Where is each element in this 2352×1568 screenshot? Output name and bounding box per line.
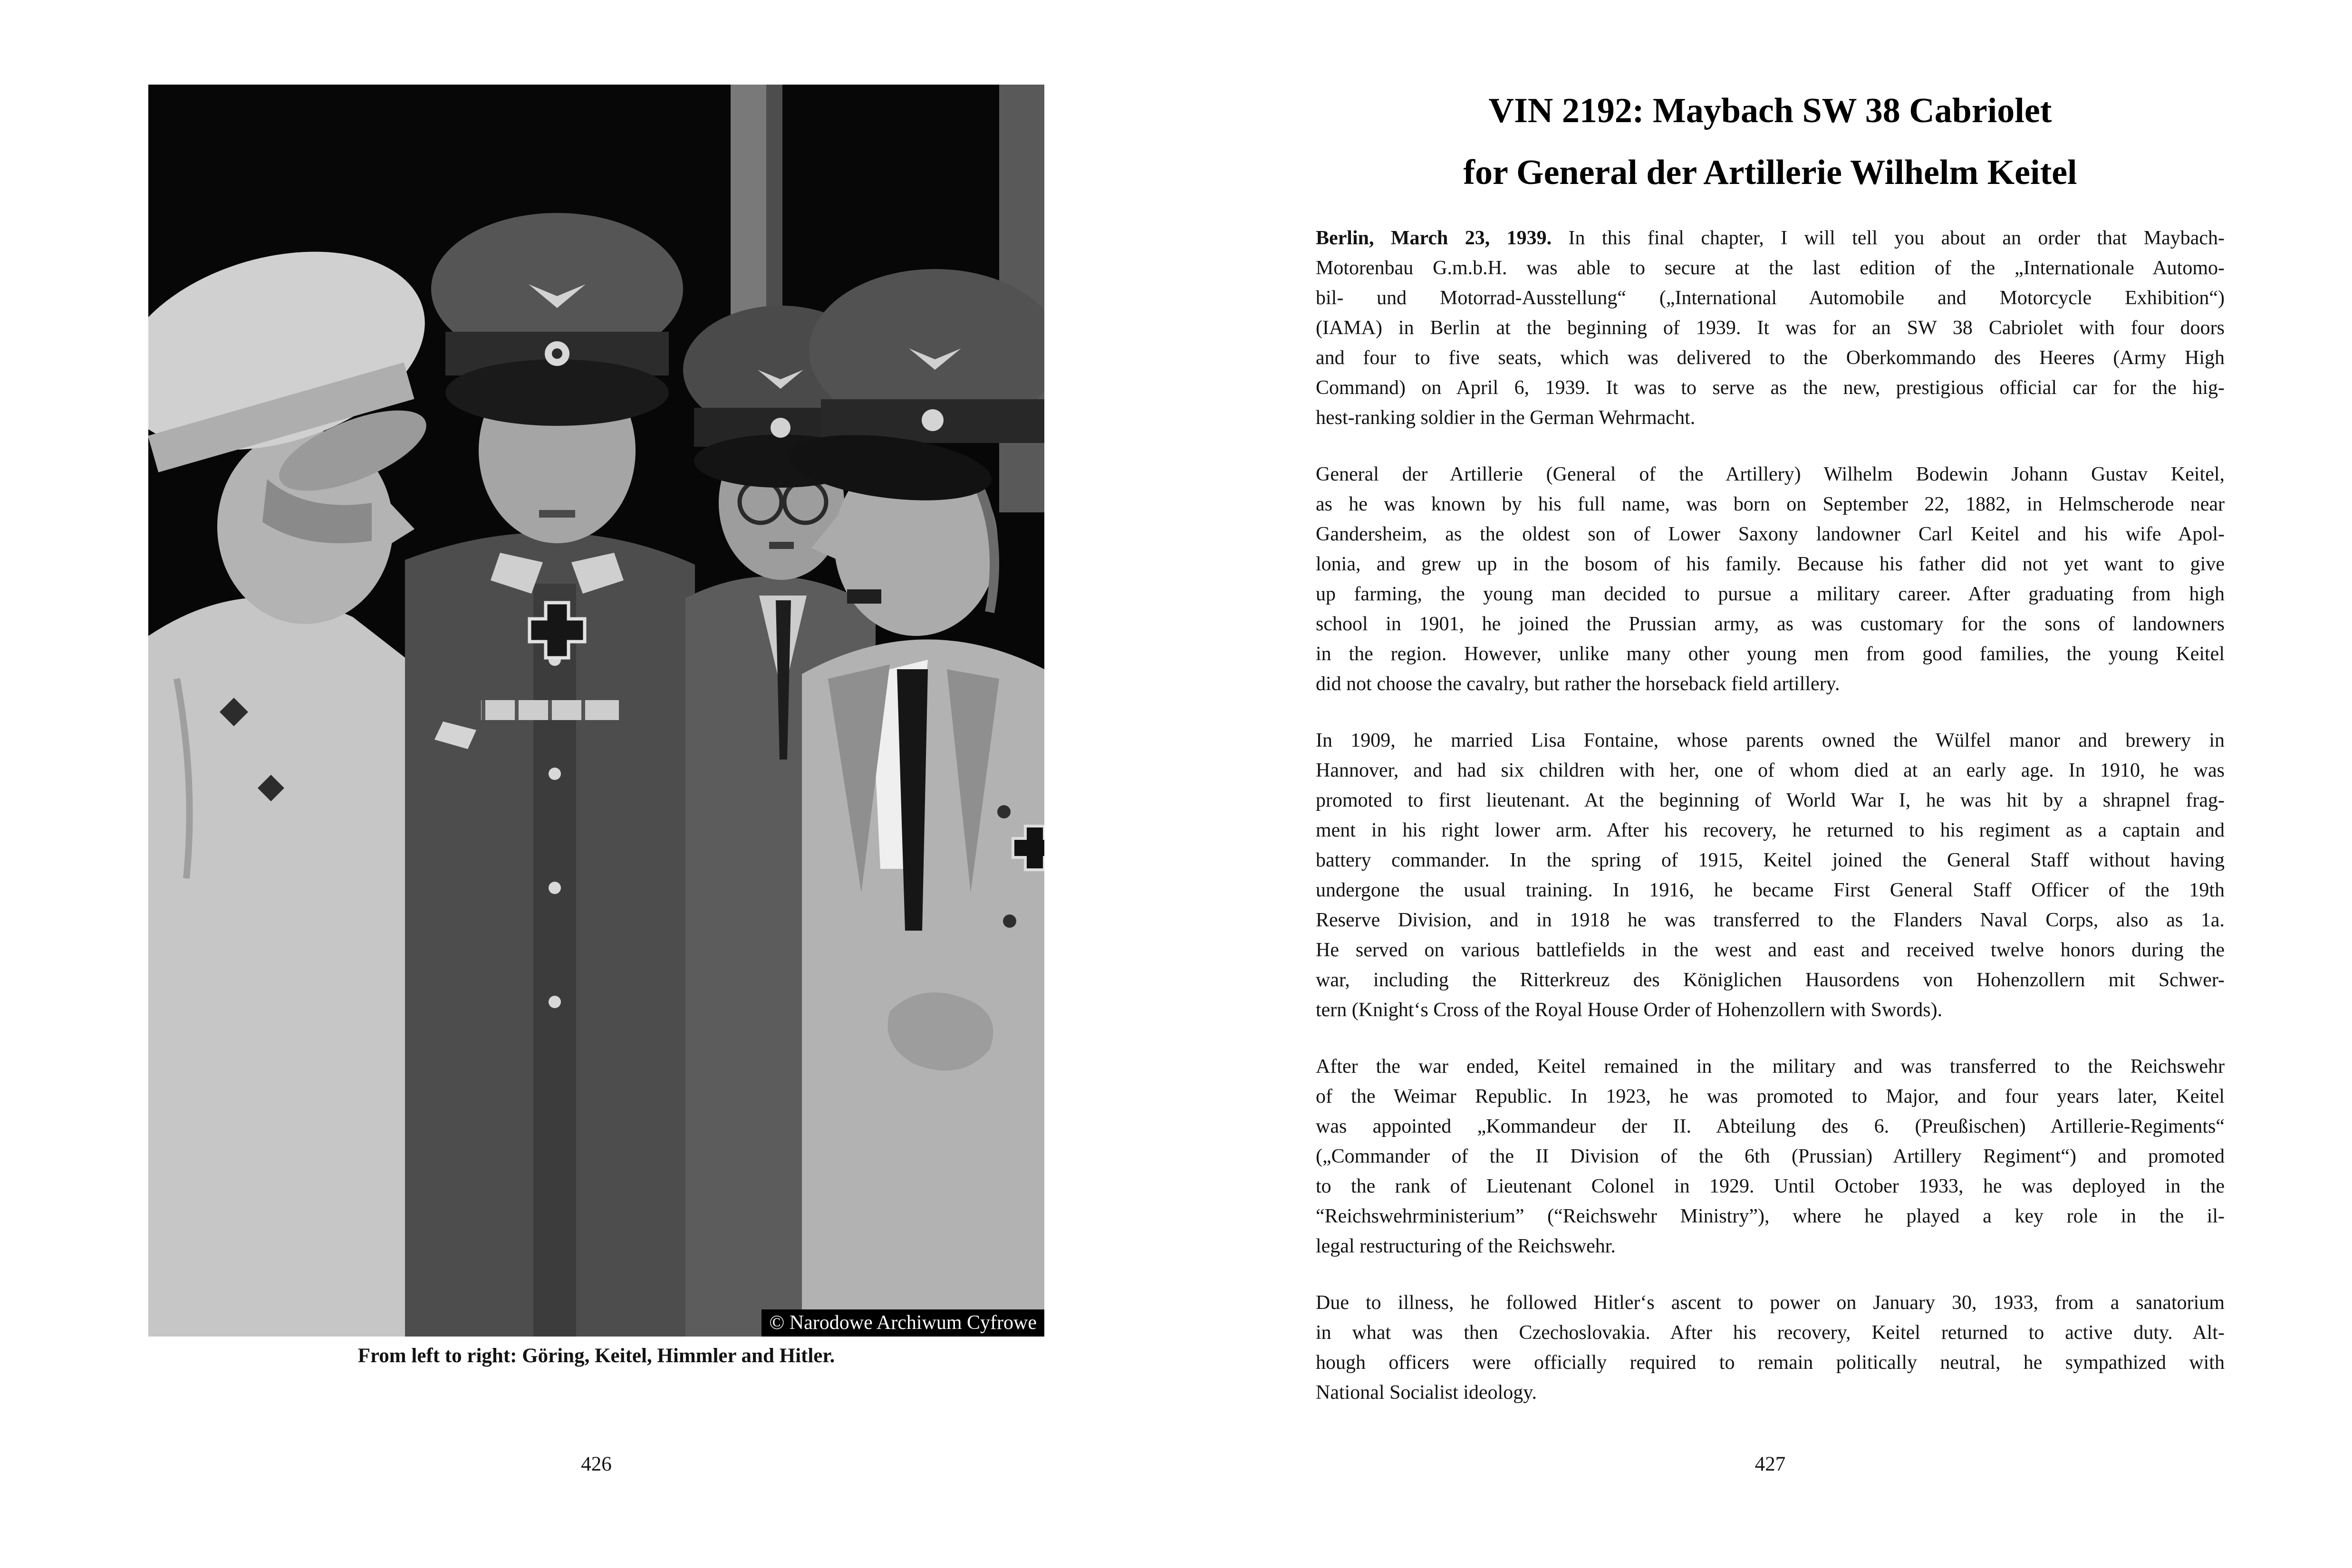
figure-hitler — [785, 269, 1044, 1337]
body-line: battery commander. In the spring of 1915, Keitel joined the General Staff without having — [1316, 849, 2225, 871]
body-line: General der Artillerie (General of the Artillery) Wilhelm Bodewin Johann Gustav Keitel, — [1316, 463, 2225, 485]
body-line: was appointed „Kommandeur der II. Abteilung des 6. (Preußischen) Artillerie-Regiments“ — [1316, 1116, 2225, 1137]
page-number-right: 427 — [1754, 1453, 1786, 1475]
keitel-button — [549, 882, 561, 894]
body-line: undergone the usual training. In 1916, he became First General Staff Officer of the 19th — [1316, 879, 2225, 901]
paragraph — [1316, 1288, 2225, 1408]
keitel-button — [549, 768, 561, 780]
body-line: Berlin, March 23, 1939. In this final chapter, I will tell you about an order that Maybach- — [1316, 227, 2225, 249]
body-line: legal restructuring of the Reichswehr. — [1316, 1235, 1616, 1257]
paragraph — [1316, 460, 2225, 699]
body-line: “Reichswehrministerium” (“Reichswehr Ministry”), where he played a key role in the il- — [1316, 1205, 2225, 1227]
paragraph — [1316, 223, 2225, 433]
body-line: ment in his right lower arm. After his recovery, he returned to his regiment as a captain and — [1316, 819, 2225, 841]
body-line: school in 1901, he joined the Prussian army, as was customary for the sons of landowners — [1316, 613, 2225, 635]
keitel-cap-cockade-center — [552, 348, 562, 359]
body-line: war, including the Ritterkreuz des Königlichen Hausordens von Hohenzollern mit Schwer- — [1316, 969, 2225, 991]
body-line: in what was then Czechoslovakia. After his recovery, Keitel returned to active duty. Alt- — [1316, 1322, 2225, 1344]
body-line: of the Weimar Republic. In 1923, he was promoted to Major, and four years later, Keitel — [1316, 1086, 2225, 1107]
body-line: Due to illness, he followed Hitler‘s ascent to power on January 30, 1933, from a sanatorium — [1316, 1292, 2225, 1314]
body-line: bil- und Motorrad-Ausstellung“ („International Automobile and Motorcycle Exhibition“) — [1316, 287, 2225, 309]
hitler-button — [997, 805, 1011, 818]
keitel-mustache — [539, 510, 575, 518]
photo — [148, 85, 1044, 1337]
body-line: Motorenbau G.m.b.H. was able to secure at the last edition of the „Internationale Automo- — [1316, 257, 2225, 279]
hitler-cap-cockade — [922, 409, 944, 431]
body-line: Gandersheim, as the oldest son of Lower Saxony landowner Carl Keitel and his wife Apol- — [1316, 523, 2225, 545]
body-line: lonia, and grew up in the bosom of his family. Because his father did not yet want to give — [1316, 553, 2225, 575]
body-line: did not choose the cavalry, but rather the horseback field artillery. — [1316, 673, 1840, 695]
body-line: Hannover, and had six children with her, one of whom died at an early age. In 1910, he was — [1316, 760, 2225, 781]
paragraph-lead: Berlin, March 23, 1939. — [1316, 227, 1552, 249]
body-line: He served on various battlefields in the west and east and received twelve honors during the — [1316, 939, 2225, 961]
chapter-title — [1292, 80, 2248, 203]
body-line: in the region. However, unlike many other young men from good families, the young Keitel — [1316, 643, 2225, 665]
himmler-cap-cockade — [771, 418, 790, 438]
keitel-cap-visor — [445, 359, 669, 426]
photo-caption: From left to right: Göring, Keitel, Himmler and Hitler. — [357, 1345, 835, 1367]
body-line: („Commander of the II Division of the 6th (Prussian) Artillery Regiment“) and promoted — [1316, 1145, 2225, 1167]
body-line: as he was known by his full name, was born on September 22, 1882, in Helmscherode near — [1316, 493, 2225, 515]
body-line: to the rank of Lieutenant Colonel in 1929. Until October 1933, he was deployed in the — [1316, 1175, 2225, 1197]
photo-illustration — [148, 85, 1044, 1337]
body-line: tern (Knight‘s Cross of the Royal House Order of Hohenzollern with Swords). — [1316, 999, 1943, 1021]
body-line: In 1909, he married Lisa Fontaine, whose parents owned the Wülfel manor and brewery in — [1316, 730, 2225, 751]
page-number-left: 426 — [581, 1453, 612, 1475]
chapter-title-line1: VIN 2192: Maybach SW 38 Cabriolet — [1488, 91, 2052, 130]
himmler-mustache — [769, 542, 794, 549]
body-line: and four to five seats, which was delivered to the Oberkommando des Heeres (Army High — [1316, 347, 2225, 369]
keitel-tunic-flap — [533, 584, 576, 1337]
article-body — [1316, 223, 2225, 1434]
keitel-button — [549, 996, 561, 1008]
paragraph — [1316, 1052, 2225, 1261]
hitler-button — [1003, 914, 1016, 928]
photo-credit: © Narodowe Archiwum Cyfrowe — [762, 1309, 1044, 1337]
body-line: promoted to first lieutenant. At the beginning of World War I, he was hit by a shrapnel frag- — [1316, 789, 2225, 811]
paragraph — [1316, 726, 2225, 1025]
body-line: up farming, the young man decided to pursue a military career. After graduating from high — [1316, 583, 2225, 605]
body-line: After the war ended, Keitel remained in the military and was transferred to the Reichswehr — [1316, 1056, 2225, 1077]
chapter-title-line2: for General der Artillerie Wilhelm Keitel — [1463, 153, 2077, 192]
body-line: hough officers were officially required to remain politically neutral, he sympathized with — [1316, 1352, 2225, 1374]
body-line: National Socialist ideology. — [1316, 1382, 1537, 1404]
body-line: hest-ranking soldier in the German Wehrmacht. — [1316, 407, 1696, 429]
hitler-mustache — [847, 589, 881, 604]
body-line: Command) on April 6, 1939. It was to serve as the new, prestigious official car for the hig- — [1316, 377, 2225, 399]
body-line: (IAMA) in Berlin at the beginning of 1939. It was for an SW 38 Cabriolet with four doors — [1316, 317, 2225, 339]
body-line: Reserve Division, and in 1918 he was transferred to the Flanders Naval Corps, also as 1a. — [1316, 909, 2225, 931]
